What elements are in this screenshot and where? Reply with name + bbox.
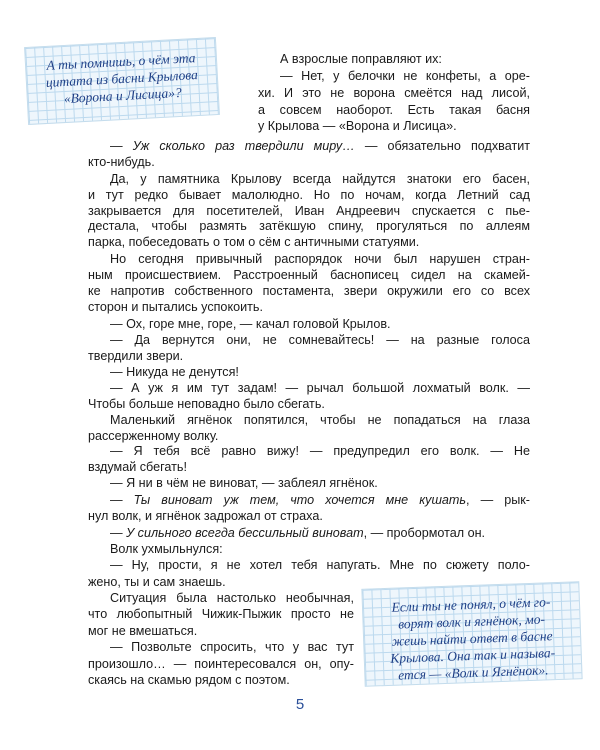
text-fragment: , — пробормотал он.: [363, 525, 486, 540]
text-line: — Нет, у белочки не конфеты, а оре-: [280, 68, 530, 83]
quote-italic: Ты виноват уж тем, что хочется мне кушать: [133, 493, 467, 508]
note-line: А ты помнишь, о чём эта: [46, 50, 196, 73]
text-line: Но сегодня привычный распорядок ночи был нарушен стран-: [110, 252, 530, 267]
text-line: произошло… — поинтересовался он, опу-: [88, 656, 354, 671]
sidebar-note-hint: [361, 581, 582, 687]
text-line: Да, у памятника Крылову всегда найдутся знатоки его басен,: [110, 171, 530, 186]
text-line: твердили звери.: [88, 348, 184, 363]
text-line: дестала, чтобы размять затёкшую спину, прогуляться по аллеям: [88, 219, 530, 234]
text-line: — Я тебя всё равно вижу! — предупредил его волк. — Не: [110, 444, 530, 459]
dash: —: [110, 525, 127, 540]
text-line: вздумай сбегать!: [88, 460, 187, 475]
text-line: жено, ты и сам знаешь.: [88, 574, 226, 589]
text-line: [88, 138, 530, 154]
text-line: — Ну, прости, я не хотел тебя напугать. Мне по сюжету поло-: [110, 558, 530, 573]
text-line: Волк ухмыльнулся:: [110, 541, 223, 556]
quote-italic: Уж сколько раз твердили миру…: [132, 138, 355, 153]
text-line: — Ох, горе мне, горе, — качал головой Крылов.: [110, 316, 391, 331]
quote-italic: У сильного всегда бессильный виноват: [126, 525, 364, 540]
text-line: а совсем наоборот. Есть такая басня: [258, 102, 530, 117]
dash: —: [110, 493, 134, 508]
text-line: [88, 525, 530, 541]
text-line: — А уж я им тут задам! — рычал большой лохматый волк. —: [110, 380, 530, 395]
text-line: нул волк, и ягнёнок задрожал от страха.: [88, 509, 323, 524]
text-line: рассерженному волку.: [88, 428, 219, 443]
note-line: цитата из басни Крылова: [45, 67, 199, 90]
text-line: А взрослые поправляют их:: [280, 52, 442, 66]
dash: —: [110, 138, 133, 153]
text-line: Чтобы больше неповадно было сбегать.: [88, 396, 325, 411]
note-line: ется — «Волк и Ягнёнок».: [397, 662, 549, 683]
text-line: хи. И это не ворона смеётся над лисой,: [258, 85, 530, 100]
text-line: парка, побеседовать о том о сём с античными статуями.: [88, 235, 420, 250]
sidebar-note-question: [24, 37, 220, 125]
note-line: ворят волк и ягнёнок, мо-: [397, 611, 546, 632]
note-line: «Ворона и Лисица»?: [63, 84, 183, 107]
note-line: Крылова. Она так и называ-: [390, 645, 556, 666]
note-line: Если ты не понял, о чём го-: [391, 594, 551, 615]
text-line: скаясь на скамью рядом с поэтом.: [88, 673, 290, 687]
text-line: закрывается для посетителей, Иван Андреевич спускается с пье-: [88, 203, 530, 218]
text-line: сторон и пытались успокоить.: [88, 300, 263, 314]
text-line: и тут редко бывает малолюдно. Но по ночам, когда Летний сад: [88, 187, 530, 202]
note-line: жешь найти ответ в басне: [391, 628, 553, 649]
text-line: — Позвольте спросить, что у вас тут: [110, 640, 354, 655]
text-line: Маленький ягнёнок попятился, чтобы не попадаться на глаза: [110, 412, 530, 427]
text-line: Ситуация была настолько необычная,: [110, 591, 354, 606]
text-fragment: — обязательно подхватит: [354, 138, 531, 153]
text-line: ке напротив собственного постамента, звери окружили его со всех: [88, 284, 530, 299]
text-line: мог не вмешаться.: [88, 623, 198, 638]
text-fragment: , — рык-: [466, 493, 530, 508]
text-line: [88, 492, 530, 508]
text-line: — Я ни в чём не виноват, — заблеял ягнёнок.: [110, 476, 378, 491]
text-line: у Крылова — «Ворона и Лисица».: [258, 119, 457, 134]
page-number: 5: [295, 696, 305, 713]
text-line: ным происшествием. Расстроенный баснописец сидел на скамей-: [88, 268, 530, 283]
text-line: кто-нибудь.: [88, 154, 155, 169]
text-line: — Никуда не денутся!: [110, 364, 239, 379]
text-line: — Да вернутся они, не сомневайтесь! — на разные голоса: [110, 332, 530, 347]
text-line: что любопытный Чижик-Пыжик просто не: [88, 607, 354, 622]
